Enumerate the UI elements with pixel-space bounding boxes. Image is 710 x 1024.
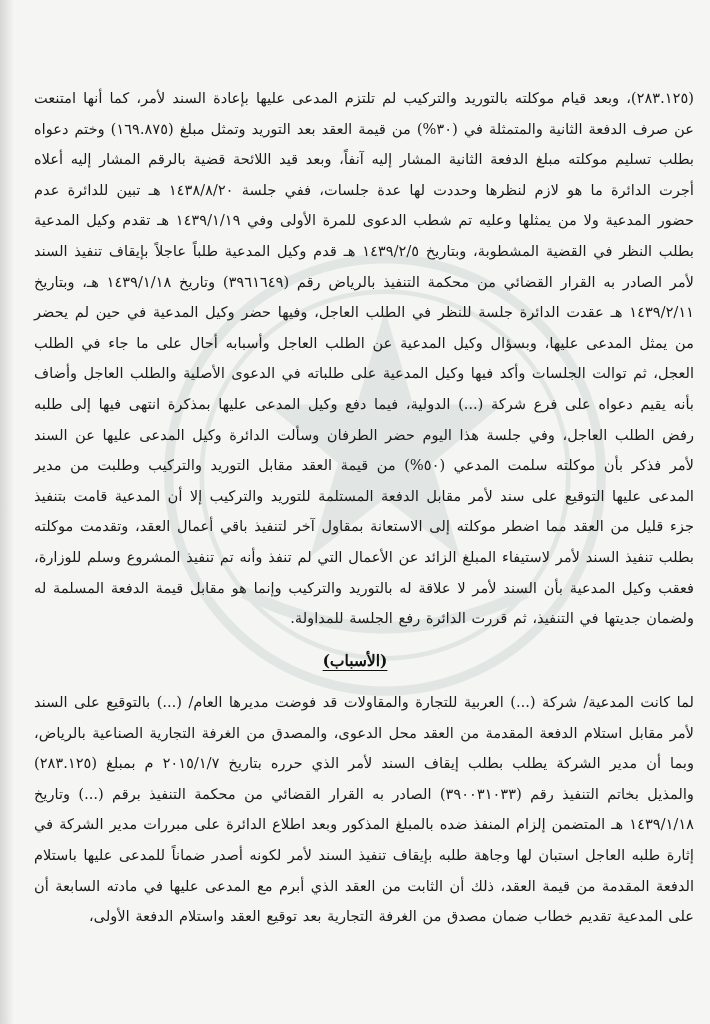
- paragraph-text: لما كانت المدعية/ شركة (...) العربية للتجارة والمقاولات قد فوضت مديرها العام/ (...) بالتوقيع على السند لأمر مقابل استلام الدفعة المقدمة من العقد محل الدعوى، والمصدق من الغرفة التجارية الصناعية بالرياض، وبما أن مدير الشركة يطلب بطلب إيقاف السند لأمر الذي حرره بتاريخ ٢٠١٥/١/٧ م بمبلغ (٢٨٣.١٢٥) والمذيل بخاتم التنفيذ رقم (٣٩٠٠٣١٠٣٣) الصادر به القرار القضائي من محكمة التنفيذ برقم (...) وتاريخ ١٤٣٩/١/١٨ هـ المتضمن إلزام المنفذ ضده بالمبلغ المذكور وبعد اطلاع الدائرة على مبررات مدير الشركة في إثارة طلبه العاجل استبان لها وجاهة طلبه بإيقاف تنفيذ السند لأمر لكونه أصدر ضماناً للمدعى عليها باستلام الدفعة المقدمة من قيمة العقد، ذلك أن الثابت من العقد الذي أبرم مع المدعى عليها في مادته السابعة أن على المدعية تقديم خطاب ضمان مصدق من الغرفة التجارية بعد توقيع العقد واستلام الدفعة الأولى،: [34, 694, 694, 926]
- section-heading-text: (الأسباب): [322, 651, 388, 670]
- paragraph-text: (٢٨٣.١٢٥)، وبعد قيام موكلته بالتوريد والتركيب لم تلتزم المدعى عليها بإعادة السند لأمر، كما أنها امتنعت عن صرف الدفعة الثانية والمتمثلة في (٣٠%) من قيمة العقد بعد التوريد وتمثل مبلغ (١٦٩.٨٧٥) وختم دعواه بطلب تسليم موكلته مبلغ الدفعة الثانية المشار إليه آنفاً، وبعد قيد اللائحة قضية بالرقم المشار إليه أعلاه أجرت الدائرة ما هو لازم لنظرها وحددت لها عدة جلسات، ففي جلسة ١٤٣٨/٨/٢٠ هـ تبين للدائرة عدم حضور المدعية ولا من يمثلها وعليه تم شطب الدعوى للمرة الأولى وفي ١٤٣٩/١/١٩ هـ تقدم وكيل المدعية بطلب النظر في القضية المشطوبة، وبتاريخ ١٤٣٩/٢/٥ هـ قدم وكيل المدعية طلباً عاجلاً بإيقاف تنفيذ السند لأمر الصادر به القرار القضائي من محكمة التنفيذ بالرياض رقم (٣٩٦١٦٤٩) وتاريخ ١٤٣٩/١/١٨ هـ، وبتاريخ ١٤٣٩/٢/١١ هـ عقدت الدائرة جلسة للنظر في الطلب العاجل، وفيها حضر وكيل المدعية في حين لم يحضر من يمثل المدعى عليها، وبسؤال وكيل المدعية عن الطلب العاجل وأسبابه أحال على ما جاء في الطلب العجل، ثم توالت الجلسات وأكد فيها وكيل المدعية على طلباته في الدعوى الأصلية والطلب العاجل وأضاف بأنه يقيم دعواه على فرع شركة (...) الدولية، فيما دفع وكيل المدعى عليها بمذكرة انتهى فيها إلى طلبه رفض الطلب العاجل، وفي جلسة هذا اليوم حضر الطرفان وسألت الدائرة وكيل المدعى عليها عن السند لأمر فذكر بأن موكلته سلمت المدعي (٥٠%) من قيمة العقد مقابل التوريد والتركيب وطلبت من مدير المدعى عليها التوقيع على سند لأمر مقابل الدفعة المستلمة للتوريد والتركيب إلا أن المدعية قامت بتنفيذ جزء قليل من العقد مما اضطر موكلته إلى الاستعانة بمقاول آخر لتنفيذ باقي أعمال العقد، وتقدمت موكلته بطلب تنفيذ السند لأمر لاستيفاء المبلغ الزائد عن الأعمال التي لم تنفذ وأنه تم تنفيذ المشروع وسلم للوزارة، فعقب وكيل المدعية بأن السند لأمر لا علاقة له بالتوريد والتركيب وإنما هو مقابل قيمة الدفعة المسلمة له ولضمان جديتها في التنفيذ، ثم قررت الدائرة رفع الجلسة للمداولة.: [34, 90, 694, 628]
- page-edge-shadow: [0, 0, 14, 1024]
- body-paragraph-2: [34, 688, 694, 933]
- body-paragraph-1: [34, 84, 694, 635]
- section-heading-reasons: [0, 651, 710, 670]
